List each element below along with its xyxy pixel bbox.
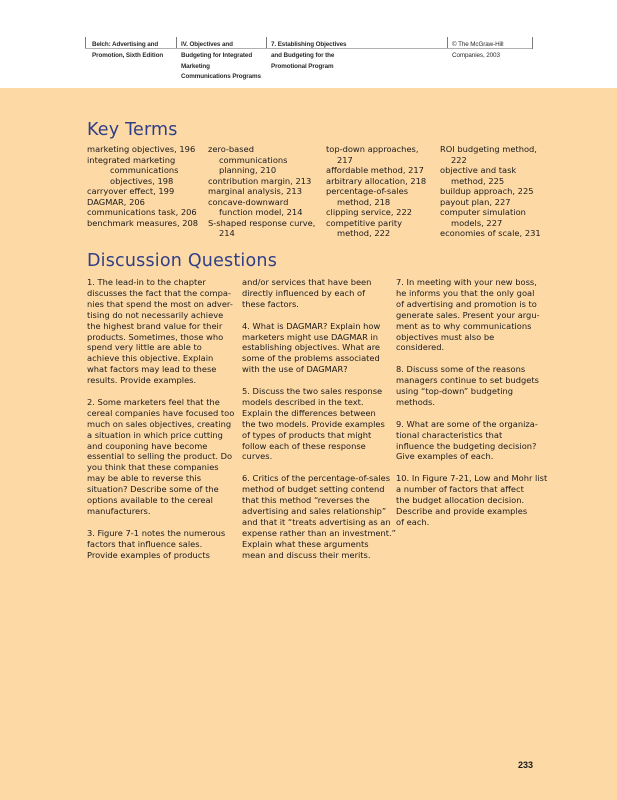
- question-line: 4. What is DAGMAR? Explain how: [242, 320, 381, 331]
- header-chapter-title: 7. Establishing Objectives and Budgeting for the Promotional Program: [271, 41, 347, 70]
- question-line: mean and discuss their merits.: [242, 549, 371, 560]
- question-gap: [242, 462, 384, 473]
- key-term: zero-based: [208, 144, 254, 154]
- discussion-column: [396, 277, 548, 528]
- header-part-title: IV. Objectives and Budgeting for Integrated Marketing Communications Programs: [181, 41, 261, 81]
- question-gap: [242, 375, 384, 386]
- discussion-questions-heading: Discussion Questions: [87, 251, 278, 271]
- question-line: the two models. Provide examples: [242, 418, 385, 429]
- question-line: and that it “treats advertising as an: [242, 516, 391, 527]
- question-line: 2. Some marketers feel that the: [87, 396, 220, 407]
- question-line: nies that spend the most on adver-: [87, 298, 233, 309]
- question-line: spend very little are able to: [87, 342, 202, 353]
- question-line: 1. The lead-in to the chapter: [87, 277, 206, 287]
- question-line: marketers might use DAGMAR in: [242, 331, 379, 342]
- question-line: essential to selling the product. Do: [87, 451, 233, 462]
- question-line: Give examples of each.: [396, 451, 494, 462]
- question-line: what factors may lead to these: [87, 364, 217, 375]
- key-term: 217: [337, 154, 353, 165]
- question-line: Describe and provide examples: [396, 505, 528, 516]
- question-line: 9. What are some of the organiza-: [396, 418, 538, 429]
- discussion-column: [242, 277, 396, 561]
- key-terms-column: [326, 144, 426, 239]
- page-number: 233: [518, 760, 534, 770]
- question-line: objectives must also be: [396, 331, 495, 342]
- key-term: S-shaped response curve,: [208, 217, 316, 228]
- key-terms-column: [208, 144, 315, 239]
- question-line: of advertising and promotion is to: [396, 298, 537, 309]
- question-line: you think that these companies: [87, 462, 219, 473]
- key-term: models, 227: [451, 217, 503, 228]
- question-line: method of budget setting contend: [242, 484, 385, 495]
- header-copyright: © The McGraw-Hill Companies, 2003: [452, 41, 504, 59]
- question-line: 3. Figure 7-1 notes the numerous: [87, 527, 226, 538]
- key-term: concave-downward: [208, 196, 289, 207]
- question-line: 7. In meeting with your new boss,: [396, 277, 537, 287]
- question-line: may be able to reverse this: [87, 473, 202, 484]
- question-line: a number of factors that affect: [396, 484, 524, 495]
- question-line: discusses the fact that the compa-: [87, 287, 231, 298]
- key-term: affordable method, 217: [326, 165, 424, 175]
- key-term: method, 225: [451, 175, 505, 186]
- question-line: Explain what these arguments: [242, 538, 369, 549]
- key-term: communications task, 206: [87, 207, 197, 217]
- question-line: and/or services that have been: [242, 277, 372, 287]
- question-line: he informs you that the only goal: [396, 287, 535, 298]
- key-term: contribution margin, 213: [208, 175, 312, 186]
- question-gap: [242, 310, 384, 321]
- key-term: 214: [219, 228, 235, 238]
- key-term: payout plan, 227: [440, 196, 511, 207]
- key-term: 222: [451, 154, 467, 165]
- question-line: some of the problems associated: [242, 353, 380, 364]
- question-gap: [396, 353, 538, 364]
- question-line: achieve this objective. Explain: [87, 353, 214, 364]
- question-line: of types of products that might: [242, 429, 372, 440]
- question-line: factors that influence sales.: [87, 538, 203, 549]
- header-divider: [532, 37, 533, 49]
- key-terms-column: [440, 144, 541, 239]
- question-line: products. Sometimes, those who: [87, 331, 224, 342]
- key-term: buildup approach, 225: [440, 186, 534, 196]
- key-term: marketing objectives, 196: [87, 144, 196, 154]
- question-line: influence the budgeting decision?: [396, 440, 537, 451]
- question-line: 5. Discuss the two sales response: [242, 386, 383, 397]
- key-term: ROI budgeting method,: [440, 144, 537, 154]
- question-line: 8. Discuss some of the reasons: [396, 364, 526, 375]
- discussion-column: [87, 277, 235, 561]
- question-line: 6. Critics of the percentage-of-sales: [242, 473, 391, 484]
- key-term: percentage-of-sales: [326, 186, 409, 196]
- key-term: method, 222: [337, 228, 391, 238]
- question-line: considered.: [396, 342, 445, 353]
- question-line: generate sales. Present your argu-: [396, 309, 540, 320]
- question-line: using “top-down” budgeting: [396, 386, 514, 397]
- question-line: situation? Describe some of the: [87, 484, 219, 495]
- question-line: with the use of DAGMAR?: [242, 364, 348, 375]
- question-line: establishing objectives. What are: [242, 342, 381, 353]
- header-book-title: Belch: Advertising and Promotion, Sixth Edition: [92, 41, 164, 59]
- question-line: cereal companies have focused too: [87, 407, 235, 418]
- question-line: follow each of these response: [242, 440, 366, 451]
- question-line: the budget allocation decision.: [396, 495, 525, 506]
- key-term: competitive parity: [326, 217, 403, 228]
- key-term: computer simulation: [440, 207, 526, 217]
- key-terms-column: [87, 144, 198, 228]
- question-line: these factors.: [242, 298, 299, 309]
- question-line: 10. In Figure 7-21, Low and Mohr list: [396, 473, 548, 484]
- question-line: options available to the cereal: [87, 495, 213, 506]
- question-line: expense rather than an investment.”: [242, 527, 396, 538]
- question-line: the highest brand value for their: [87, 320, 223, 331]
- question-line: manufacturers.: [87, 506, 151, 517]
- key-term: arbitrary allocation, 218: [326, 175, 427, 186]
- key-term: function model, 214: [219, 207, 303, 217]
- question-line: tising do not necessarily achieve: [87, 309, 224, 320]
- key-term: method, 218: [337, 196, 391, 207]
- key-term: benchmark measures, 208: [87, 217, 199, 228]
- question-line: managers continue to set budgets: [396, 375, 539, 386]
- key-term: carryover effect, 199: [87, 186, 175, 196]
- question-line: ment as to why communications: [396, 320, 532, 331]
- question-gap: [396, 462, 538, 473]
- question-line: results. Provide examples.: [87, 375, 197, 386]
- key-terms-heading: Key Terms: [87, 120, 178, 140]
- question-line: and couponing have become: [87, 440, 208, 451]
- question-line: advertising and sales relationship”: [242, 505, 387, 516]
- question-line: curves.: [242, 451, 273, 462]
- question-line: directly influenced by each of: [242, 287, 366, 298]
- question-gap: [87, 386, 229, 397]
- key-term: DAGMAR, 206: [87, 196, 145, 207]
- question-line: tional characteristics that: [396, 429, 503, 440]
- key-term: marginal analysis, 213: [208, 186, 302, 196]
- key-term: clipping service, 222: [326, 207, 413, 217]
- question-line: a situation in which price cutting: [87, 429, 223, 440]
- question-gap: [396, 408, 538, 419]
- question-line: methods.: [396, 396, 436, 407]
- question-line: much on sales objectives, creating: [87, 418, 232, 429]
- question-line: models described in the text.: [242, 396, 364, 407]
- key-term: communications: [219, 154, 288, 165]
- key-term: integrated marketing: [87, 154, 176, 165]
- question-line: of each.: [396, 516, 430, 527]
- question-line: Provide examples of products: [87, 549, 210, 560]
- question-line: Explain the differences between: [242, 407, 376, 418]
- key-term: objective and task: [440, 165, 517, 175]
- key-term: objectives, 198: [110, 175, 174, 186]
- running-header: [0, 0, 617, 88]
- question-line: that this method “reverses the: [242, 495, 370, 506]
- question-gap: [87, 517, 229, 528]
- key-term: planning, 210: [219, 165, 277, 175]
- key-term: economies of scale, 231: [440, 228, 541, 238]
- key-term: communications: [110, 165, 179, 175]
- key-term: top-down approaches,: [326, 144, 419, 154]
